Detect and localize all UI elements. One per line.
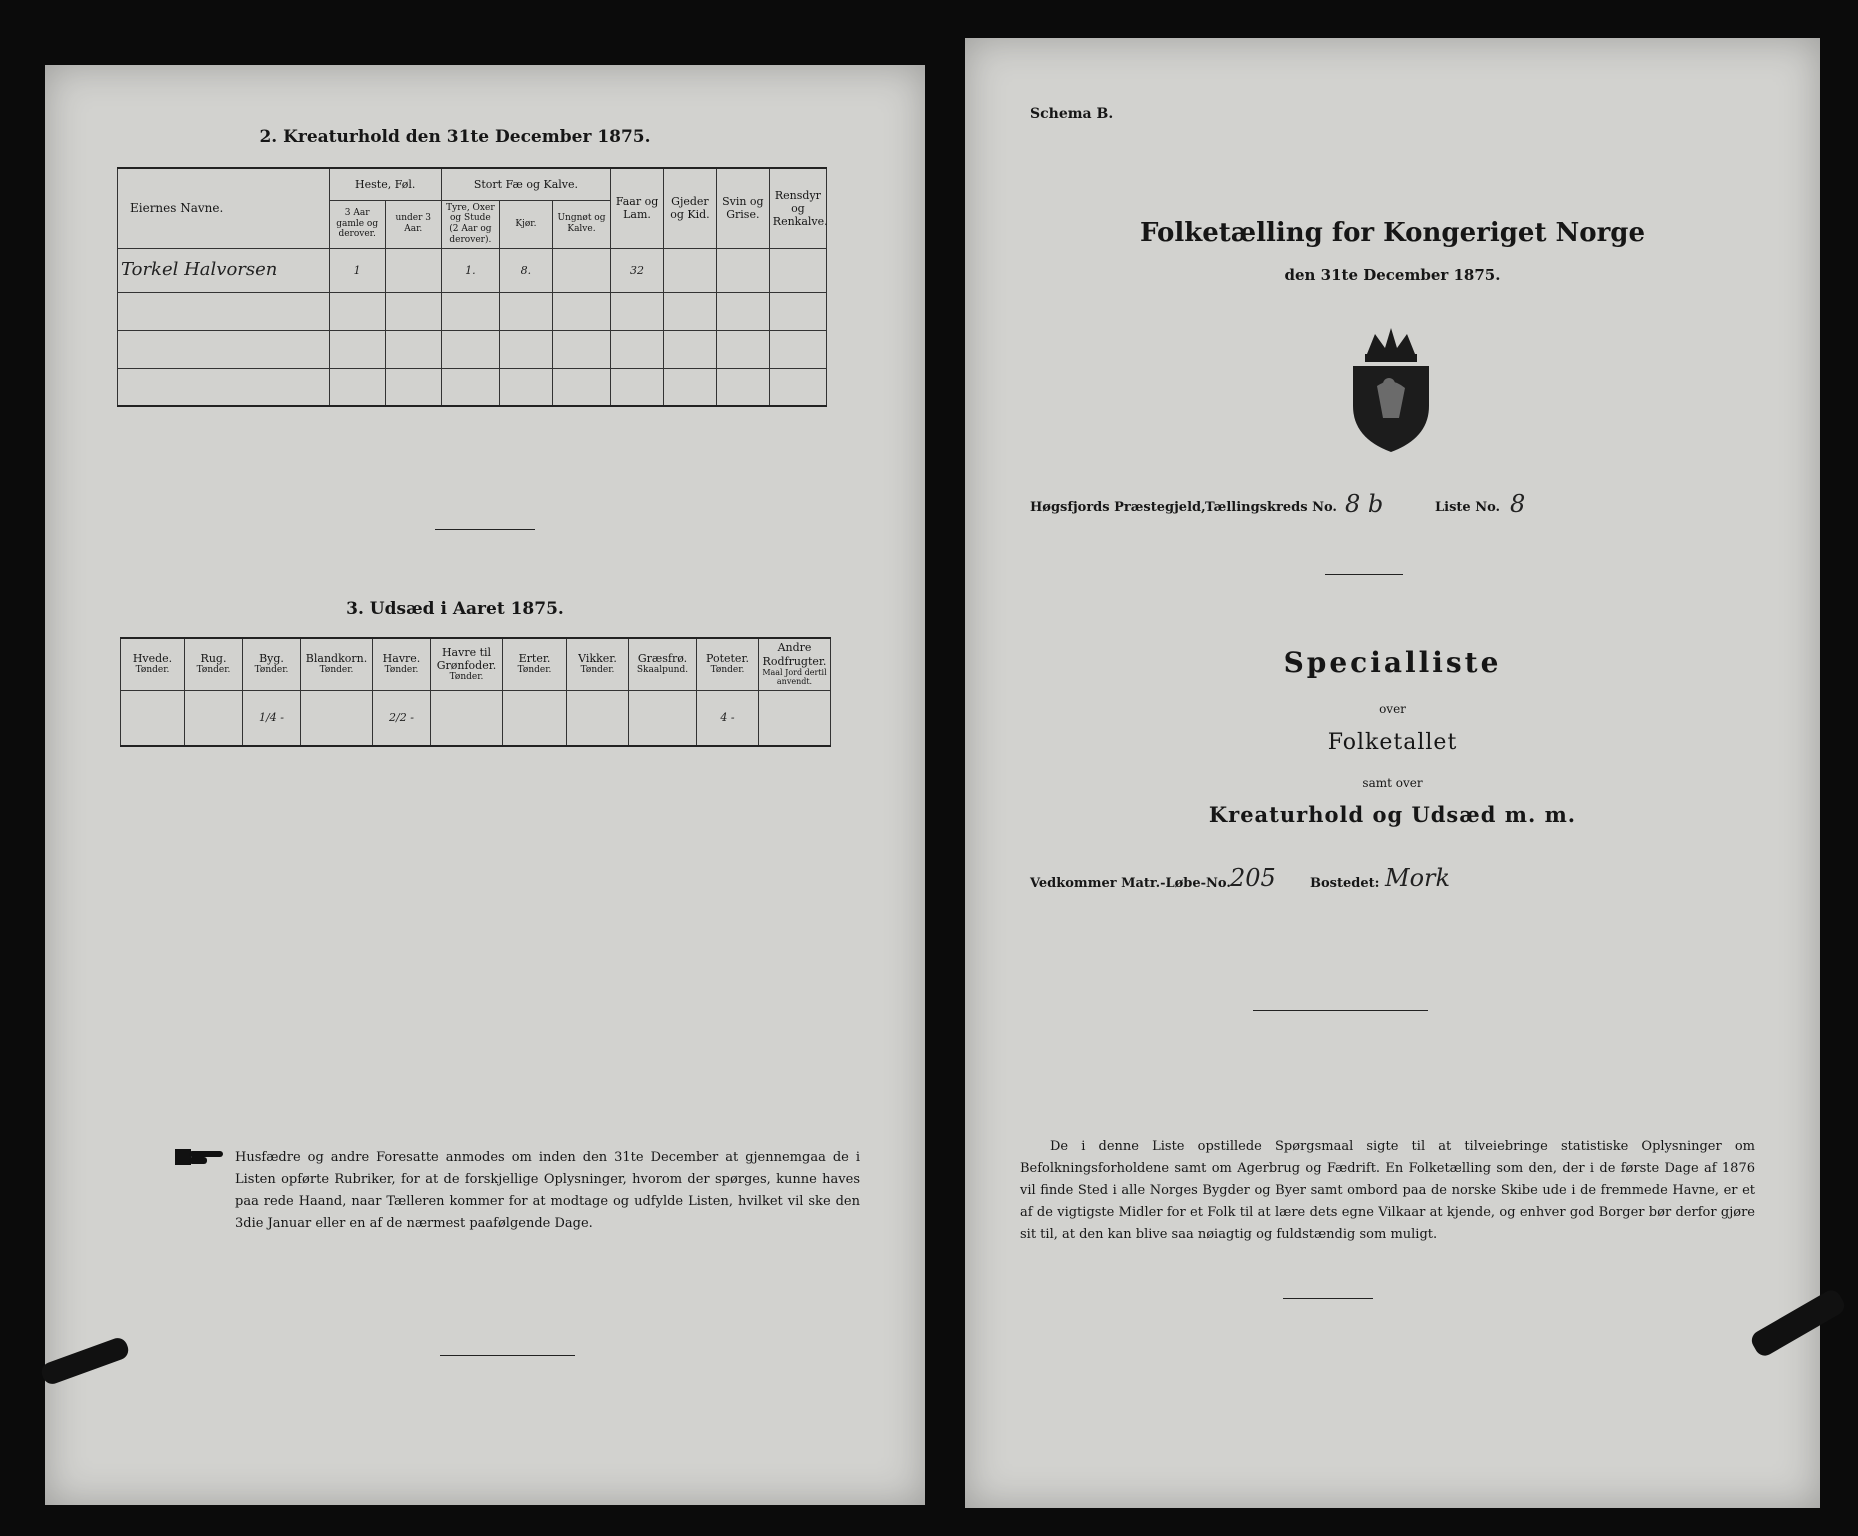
crop-unit: Tønder. xyxy=(384,665,419,676)
divider xyxy=(1253,1010,1428,1011)
bosted-label: Bostedet: xyxy=(1310,876,1380,891)
coat-of-arms-icon xyxy=(1345,326,1437,456)
crop-unit: Skaalpund. xyxy=(636,665,689,676)
section2-title: 2. Kreaturhold den 31te December 1875. xyxy=(259,127,651,147)
left-page xyxy=(45,65,925,1505)
sowing-value xyxy=(759,690,831,746)
crop-header xyxy=(759,638,831,690)
crop-name: Vikker. xyxy=(578,652,617,666)
crop-unit: Tønder. xyxy=(196,665,231,676)
main-title: Folketælling for Kongeriget Norge xyxy=(1139,218,1646,248)
bosted-value: Mork xyxy=(1385,864,1451,892)
sowing-table xyxy=(120,637,831,747)
header-cattle: Stort Fæ og Kalve. xyxy=(441,168,610,200)
crop-unit: Tønder. xyxy=(449,672,484,683)
matr-label: Vedkommer Matr.-Løbe-No. xyxy=(1030,876,1231,891)
right-page xyxy=(965,38,1820,1508)
district-label: Tællingskreds No. xyxy=(1205,500,1337,515)
header-cattle-young: Ungnøt og Kalve. xyxy=(552,200,610,248)
crop-name: Hvede. xyxy=(132,652,173,666)
crop-unit: Maal Jord dertil anvendt. xyxy=(762,667,827,687)
crop-name: Poteter. xyxy=(706,652,749,666)
value-goats xyxy=(663,248,716,292)
table-row xyxy=(118,330,827,368)
crop-header xyxy=(373,638,431,690)
crop-unit: Tønder. xyxy=(254,665,289,676)
crop-unit: Tønder. xyxy=(319,665,354,676)
list-label: Liste No. xyxy=(1435,500,1501,515)
crop-header xyxy=(301,638,373,690)
title-date: den 31te December 1875. xyxy=(1284,266,1501,284)
list-value: 8 xyxy=(1510,490,1526,518)
sowing-value xyxy=(185,690,243,746)
sowing-value xyxy=(301,690,373,746)
owner-name: Torkel Halvorsen xyxy=(118,248,330,292)
divider xyxy=(1325,574,1403,575)
crop-name: Erter. xyxy=(518,652,551,666)
divider xyxy=(435,529,535,530)
matr-value: 205 xyxy=(1230,864,1276,892)
header-owner: Eiernes Navne. xyxy=(118,168,330,248)
table-row xyxy=(121,690,831,746)
samt-over-label: samt over xyxy=(1362,776,1423,790)
header-reindeer: Rensdyr og Renkalve. xyxy=(769,168,826,248)
value-cattle-cows: 8. xyxy=(499,248,552,292)
sowing-value xyxy=(503,690,567,746)
header-horses-3plus: 3 Aar gamle og derover. xyxy=(329,200,385,248)
value-sheep: 32 xyxy=(611,248,664,292)
sowing-value xyxy=(431,690,503,746)
crop-name: Andre Rodfrugter. xyxy=(762,641,827,668)
special-title: Specialliste xyxy=(1283,646,1502,679)
sowing-value xyxy=(121,690,185,746)
header-cattle-bulls: Tyre, Oxer og Stude (2 Aar og derover). xyxy=(441,200,499,248)
crop-header xyxy=(629,638,697,690)
header-pigs: Svin og Grise. xyxy=(716,168,769,248)
crop-name: Havre. xyxy=(382,652,421,666)
crop-name: Rug. xyxy=(200,652,227,666)
value-cattle-young xyxy=(552,248,610,292)
parish-label: Høgsfjords Præstegjeld, xyxy=(1030,500,1206,515)
header-goats: Gjeder og Kid. xyxy=(663,168,716,248)
sowing-value: 4 - xyxy=(697,690,759,746)
crop-header xyxy=(697,638,759,690)
kreatur-title: Kreaturhold og Udsæd m. m. xyxy=(1208,802,1577,827)
info-paragraph: De i denne Liste opstillede Spørgsmaal sigte til at tilveiebringe statistiske Oplysninger om Befolkningsforholdene samt om Agerbrug og Fædrift. En Folketælling som den, der i de første Dage af 1876 vil finde Sted i alle Norges Bygder og Byer samt ombord paa de norske Skibe ude i de fremmede Havne, er et af de vigtigste Midler for et Folk til at lære dets egne Vilkaar at kjende, og enhver god Borger bør derfor gjøre sit til, at den kan blive saa nøiagtig og fuldstændig som muligt. xyxy=(1020,1139,1755,1242)
crop-header xyxy=(503,638,567,690)
header-horses: Heste, Føl. xyxy=(329,168,441,200)
header-horses-under3: under 3 Aar. xyxy=(385,200,441,248)
table-row xyxy=(118,248,827,292)
value-horses-under3 xyxy=(385,248,441,292)
value-pigs xyxy=(716,248,769,292)
crop-name: Byg. xyxy=(259,652,284,666)
divider xyxy=(1283,1298,1373,1299)
crop-header xyxy=(431,638,503,690)
crop-name: Havre til Grønfoder. xyxy=(436,645,497,672)
header-cattle-cows: Kjør. xyxy=(499,200,552,248)
header-sheep: Faar og Lam. xyxy=(611,168,664,248)
crop-header xyxy=(185,638,243,690)
divider xyxy=(440,1355,575,1356)
notice-text: Husfædre og andre Foresatte anmodes om inden den 31te December at gjennemgaa de i Listen opførte Rubriker, for at de forskjellige Oplysninger, hvorom der spørges, kunne haves paa rede Haand, naar Tælleren kommer for at modtage og udfylde Listen, hvilket vil ske den 3die Januar eller en af de nærmest paafølgende Dage. xyxy=(235,1150,860,1231)
sowing-value: 1/4 - xyxy=(243,690,301,746)
sowing-value xyxy=(629,690,697,746)
table-row xyxy=(118,292,827,330)
sowing-value xyxy=(567,690,629,746)
crop-header xyxy=(567,638,629,690)
crop-unit: Tønder. xyxy=(135,665,170,676)
crop-header xyxy=(121,638,185,690)
value-reindeer xyxy=(769,248,826,292)
schema-label: Schema B. xyxy=(1030,106,1114,122)
district-value: 8 b xyxy=(1345,490,1384,518)
crop-unit: Tønder. xyxy=(580,665,615,676)
crop-unit: Tønder. xyxy=(517,665,552,676)
folketallet-label: Folketallet xyxy=(1327,730,1458,755)
over-label: over xyxy=(1379,702,1406,716)
crop-unit: Tønder. xyxy=(710,665,745,676)
pointing-hand-icon xyxy=(175,1145,225,1167)
crop-name: Græsfrø. xyxy=(637,652,688,666)
table-row xyxy=(118,368,827,406)
value-horses-3plus: 1 xyxy=(329,248,385,292)
section3-title: 3. Udsæd i Aaret 1875. xyxy=(346,599,564,619)
crop-header xyxy=(243,638,301,690)
value-cattle-bulls: 1. xyxy=(441,248,499,292)
sowing-value: 2/2 - xyxy=(373,690,431,746)
livestock-table xyxy=(117,167,827,407)
crop-name: Blandkorn. xyxy=(305,652,368,666)
